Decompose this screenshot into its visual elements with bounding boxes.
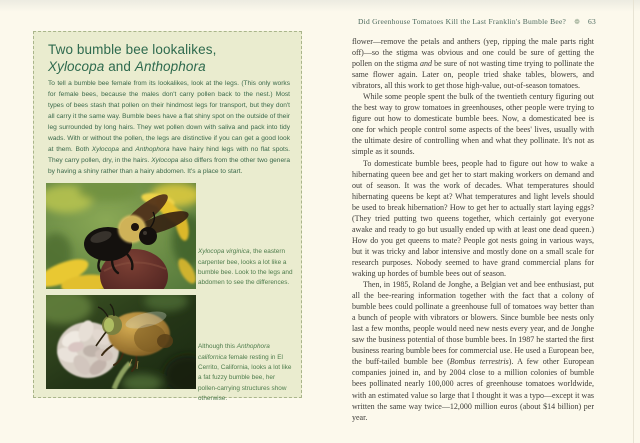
main-text-column	[352, 36, 594, 423]
running-header	[330, 17, 596, 26]
xylocopa-caption-species: Xylocopa virginica	[198, 248, 250, 256]
flower-ornament-icon: ❁	[574, 18, 580, 26]
sidebar-title-line1: Two bumble bee lookalikes,	[48, 42, 217, 57]
paragraph-text: Then, in 1985, Roland de Jonghe, a Belgian vet and bee enthusiast, put all the bee-rearing information together with the fact that a colony of bumble bees could pollinate a greenhouse full of tomatoes way better than a bunch of people with vibrators or blowers. Since bumble bee nests only last a few months, people would need new nests every year, and de Jonghe saw the business potential of those bumble bees. In 1987 he started the first business rearing bumble bees for commercial use. He used a European bee, the buff-tailed bumble bee (	[352, 280, 594, 367]
anthophora-photo-art	[46, 295, 196, 389]
sidebar-title-and: and	[104, 59, 135, 74]
sidebar-title	[48, 41, 288, 75]
sidebar-body-text	[48, 78, 290, 177]
anthophora-caption-species: Anthophora californica	[198, 343, 270, 361]
paragraph-text: ). A few other European companies joined in, and by 2004 close to a million colonies of bumble bees pollinated nearly 100,000 acres of greenhouse tomatoes worldwide, with an estimated value so large that I thought it was a typo—except it was written the same way twice—12,000 million euros (about $14 billion) per year.	[352, 357, 595, 422]
sidebar-title-genus1: Xylocopa	[48, 59, 105, 74]
sidebar-body-genus: Xylocopa	[91, 146, 119, 153]
sidebar-body-part: and	[118, 146, 136, 153]
xylocopa-photo-art	[46, 183, 196, 289]
xylocopa-caption	[198, 247, 295, 288]
sidebar-body-part: To tell a bumble bee female from its lookalikes, look at the legs. (This only works for female bees, because the males don't carry pollen back to the nest.) Most types of bees stash that pollen on their hindmost legs for transport, but they don't all carry it the same way. Bumble bees have a flat shiny spot on the outside of their leg surrounded by long hairs. They wet pollen down with saliva and pack into tidy wads. With or without the pollen, the legs are distinctive if you can get a good look at them. Both	[48, 80, 290, 153]
paragraph-species: Bombus terrestris	[449, 357, 509, 367]
anthophora-caption	[198, 342, 295, 404]
sidebar-body-part: have hairy hind legs with no flat spots. They carry pollen, dry, in the hairs.	[48, 146, 290, 164]
anthophora-caption-text: Although this	[198, 343, 237, 351]
sidebar-body-genus: Xylocopa	[151, 157, 179, 164]
sidebar-body-part: also differs from the other two genera by having a shiny rather than a hairy abdomen. It's a place to start.	[48, 157, 290, 175]
xylocopa-photo	[46, 183, 196, 289]
sidebar-body-genus: Anthophora	[135, 146, 170, 153]
page-edge-line	[633, 0, 634, 443]
sidebar-title-genus2: Anthophora	[134, 59, 206, 74]
xylocopa-caption-text: , the eastern carpenter bee, looks a lot like a bumble bee. Look to the legs and abdomen to see the differences.	[198, 248, 293, 287]
paragraph	[352, 36, 594, 91]
anthophora-caption-text: female resting in El Cerrito, California, looks a lot like a fat fuzzy bumble bee, her pollen-carrying structures show otherwise.	[198, 353, 292, 402]
sidebar-info-box	[33, 31, 302, 402]
paragraph: While some people spent the bulk of the twentieth century figuring out the best way to grow tomatoes in greenhouses, other people were trying to figure out how to domesticate bumble bees. Now, a domesticated bee is one for which people control some aspects of the bees' lives, usually with the ultimate desire of controlling when and what they pollinate. It's not as simple as it sounds.	[352, 92, 594, 157]
paragraph-emphasis: and	[419, 59, 432, 69]
anthophora-photo	[46, 295, 196, 389]
running-header-title: Did Greenhouse Tomatoes Kill the Last Franklin's Bumble Bee?	[357, 17, 567, 26]
paragraph-text: flower—remove the petals and anthers (yep, ripping the male parts right off)—so the stigma was obvious and one could be sure of getting the pollen on the stigma	[352, 37, 594, 69]
paragraph-text: be sure of not wasting time trying to pollinate the same flower again. Later on, people tried shake tables, blowers, and vibrators, all this work to get those high-value, out-of-season tomatoes.	[352, 59, 594, 91]
paragraph	[352, 279, 594, 423]
paragraph: To domesticate bumble bees, people had to figure out how to wake a hibernating queen bee and get her to start making workers on demand and out of season. It was the work of decades. What temperatures should hibernating queens be kept at? What temperatures and light levels should be used to break hibernation? How to get her to actually start laying eggs? (They tried putting two queens together, which certainly got everyone awake and ready to go but usually ended up with at least one dead queen.) How do you get queens to mate? People got nests going in various ways, but it was tricky and labor intensive and mostly done on a small scale for research purposes. Nobody seemed to have grand commercial plans for waking up hordes of bumble bees out of season.	[352, 158, 594, 278]
page-number: 63	[588, 17, 596, 26]
scan-top-shadow	[0, 0, 640, 12]
